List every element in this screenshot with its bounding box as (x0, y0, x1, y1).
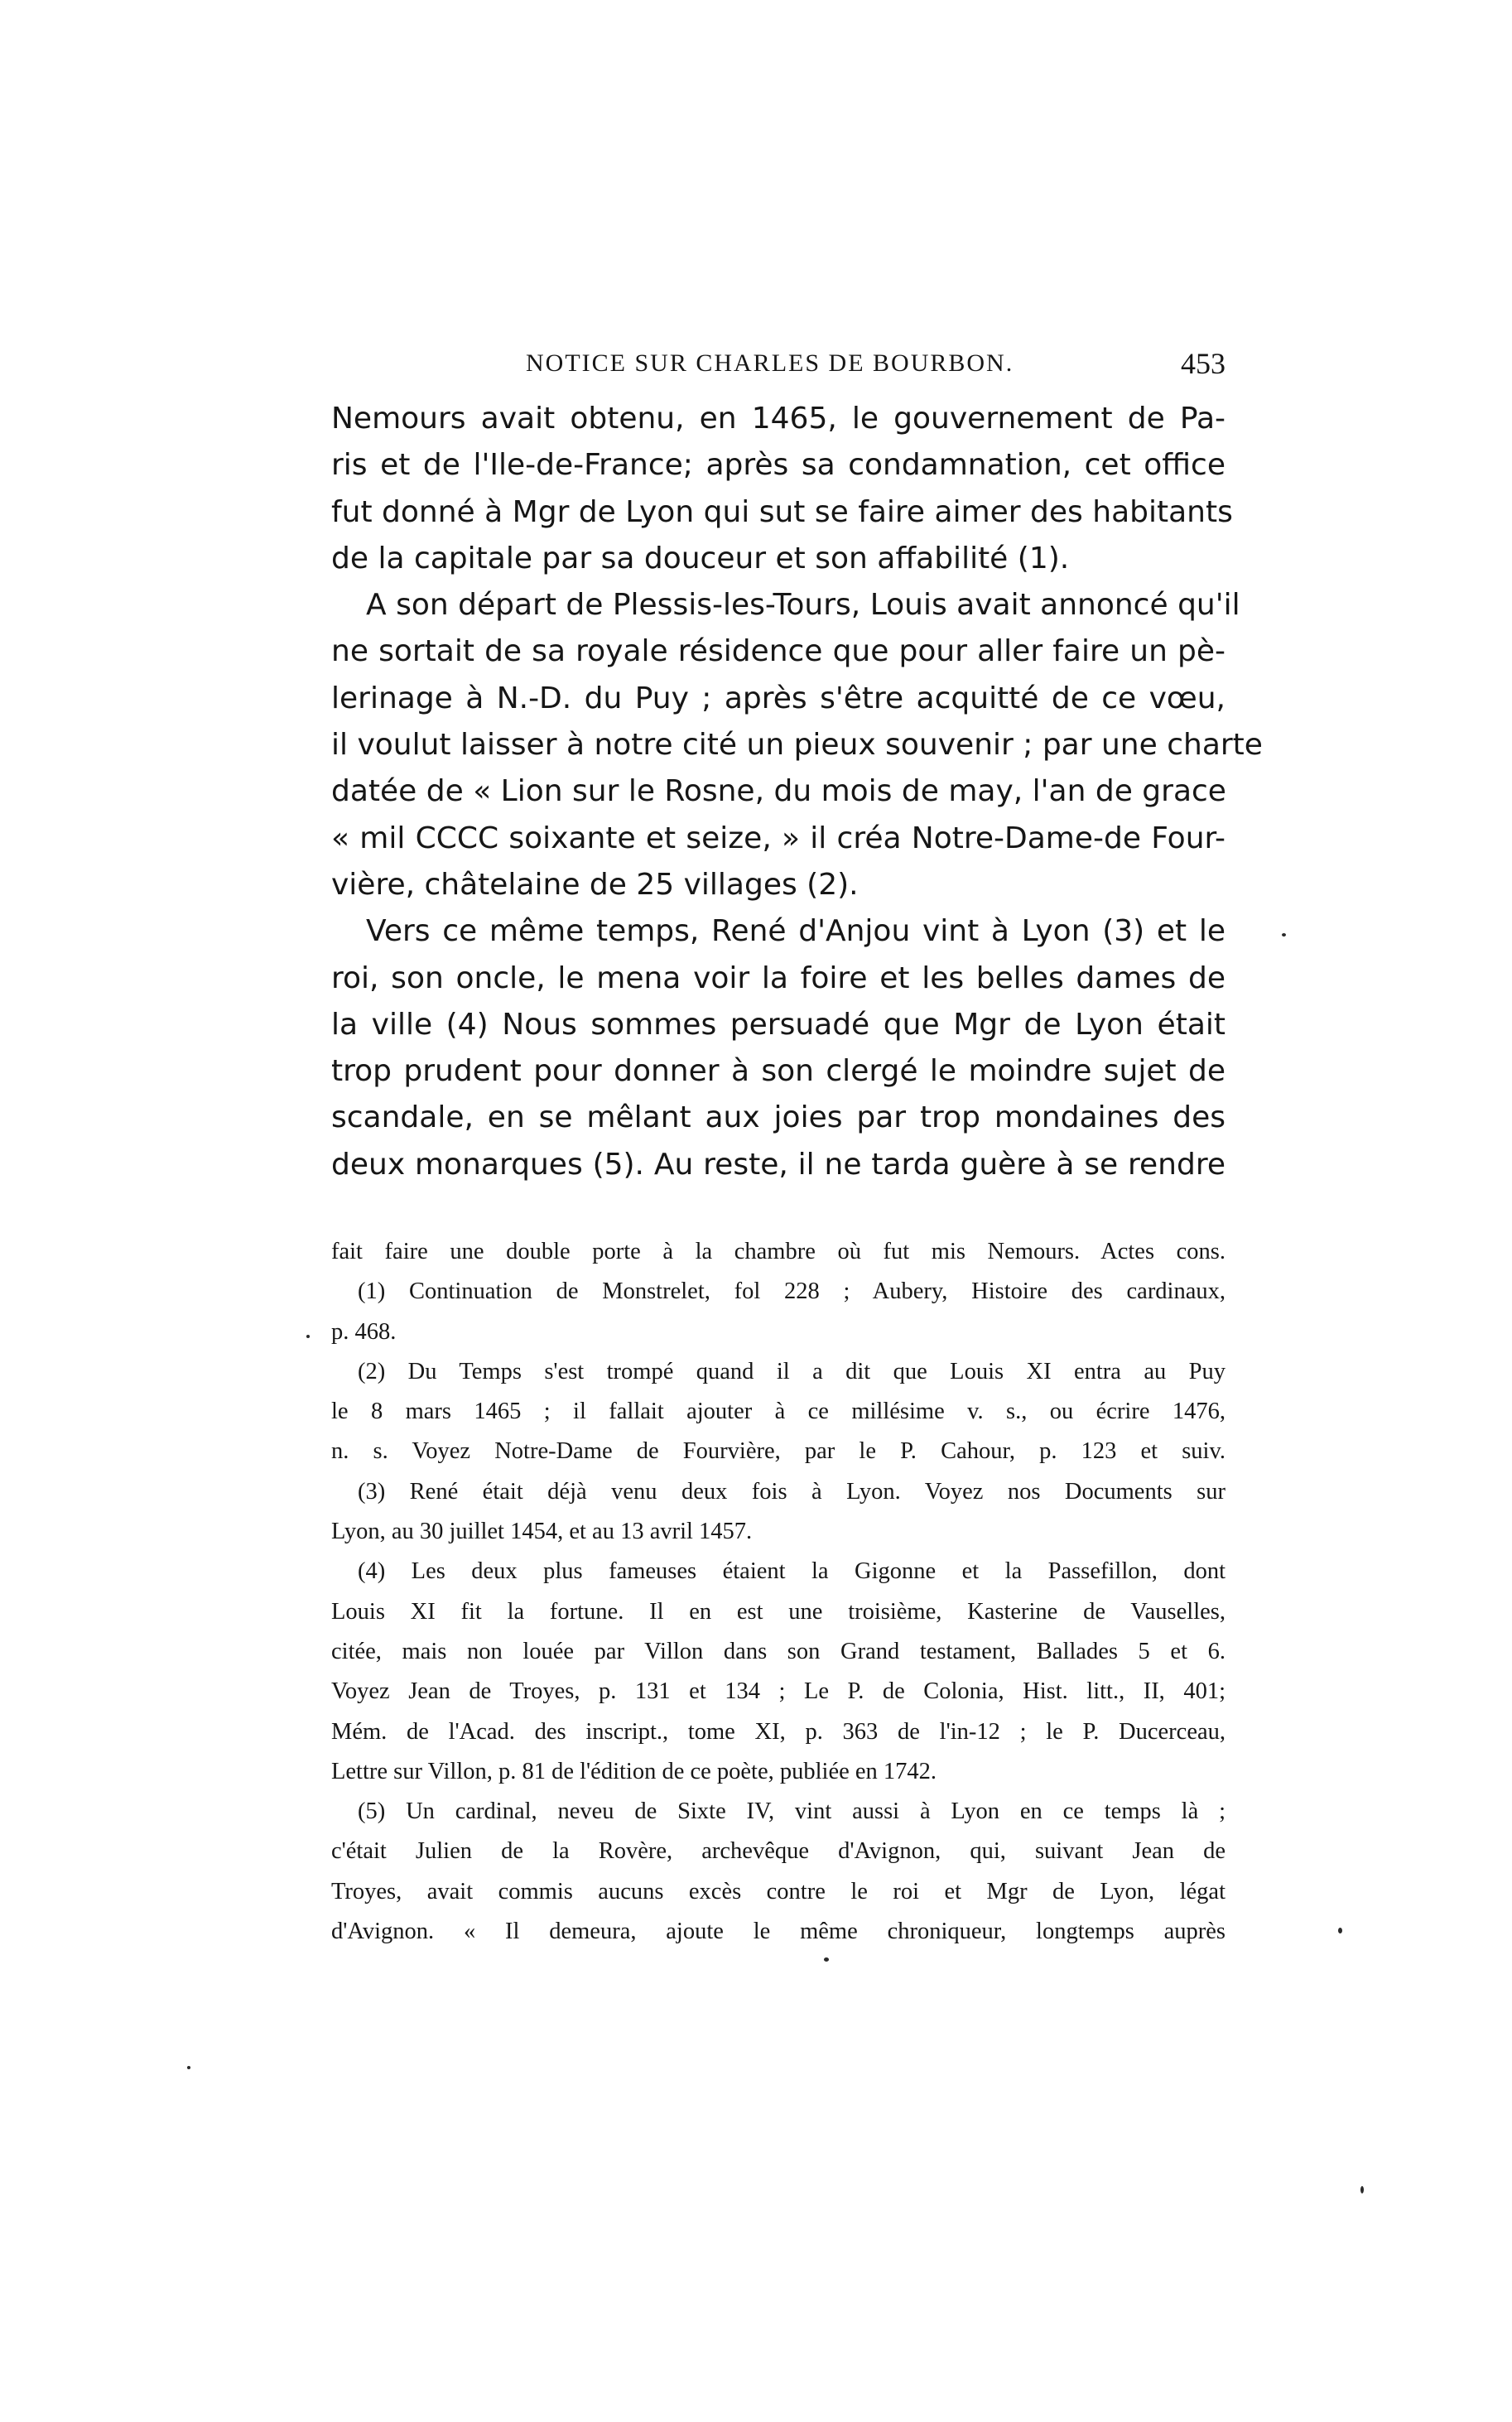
page-number: 453 (1181, 347, 1225, 380)
text-line: il voulut laisser à notre cité un pieux souvenir ; par une charte (331, 728, 1263, 763)
footnote-line: Louis XI fit la fortune. Il en est une troisième, Kasterine de Vauselles, (331, 1598, 1225, 1625)
scan-speck (187, 2066, 190, 2069)
text-line: lerinage à N.-D. du Puy ; après s'être acquitté de ce vœu, (331, 681, 1225, 715)
footnotes (331, 1232, 1225, 1952)
text-line: fut donné à Mgr de Lyon qui sut se faire aimer des habitants (331, 494, 1233, 529)
text-line: Vers ce même temps, René d'Anjou vint à Lyon (3) et le (366, 914, 1225, 949)
text-line: A son départ de Plessis-les-Tours, Louis avait annoncé qu'il (366, 588, 1240, 623)
footnote-line: (1) Continuation de Monstrelet, fol 228 ; Aubery, Histoire des cardinaux, (358, 1278, 1225, 1305)
page-header (331, 346, 1225, 388)
footnote-line: citée, mais non louée par Villon dans son Grand testament, Ballades 5 et 6. (331, 1638, 1225, 1664)
text-line: scandale, en se mêlant aux joies par trop mondaines des (331, 1100, 1225, 1135)
main-text (331, 396, 1263, 1188)
footnote-line: d'Avignon. « Il demeura, ajoute le même chroniqueur, longtemps auprès (331, 1919, 1225, 1945)
text-line: « mil CCCC soixante et seize, » il créa Notre-Dame-de Four- (331, 821, 1225, 855)
footnote-line: n. s. Voyez Notre-Dame de Fourvière, par le P. Cahour, p. 123 et suiv. (331, 1438, 1225, 1465)
text-line: trop prudent pour donner à son clergé le moindre sujet de (331, 1054, 1225, 1089)
text-line: de la capitale par sa douceur et son affabilité (1). (331, 541, 1070, 575)
scan-speck (306, 1335, 310, 1338)
scan-speck (1282, 933, 1286, 937)
footnote-line: (5) Un cardinal, neveu de Sixte IV, vint aussi à Lyon en ce temps là ; (358, 1798, 1225, 1825)
footnote-line: Mém. de l'Acad. des inscript., tome XI, p. 363 de l'in-12 ; le P. Ducerceau, (331, 1718, 1225, 1745)
text-line: la ville (4) Nous sommes persuadé que Mgr de Lyon était (331, 1007, 1225, 1042)
text-line: ne sortait de sa royale résidence que pour aller faire un pè- (331, 634, 1225, 669)
text-line: ris et de l'Ile-de-France; après sa condamnation, cet office (331, 448, 1225, 483)
scan-speck (824, 1957, 829, 1962)
footnote-line: (3) René était déjà venu deux fois à Lyon. Voyez nos Documents sur (358, 1478, 1225, 1505)
text-line: datée de « Lion sur le Rosne, du mois de may, l'an de grace (331, 774, 1226, 809)
running-title: NOTICE SUR CHARLES DE BOURBON. (526, 349, 1014, 377)
footnote-line: Lettre sur Villon, p. 81 de l'édition de ce poète, publiée en 1742. (331, 1758, 937, 1784)
footnote-line: p. 468. (331, 1318, 397, 1345)
scan-speck (1360, 2186, 1364, 2193)
scan-speck (1338, 1928, 1342, 1933)
footnote-line: Troyes, avait commis aucuns excès contre le roi et Mgr de Lyon, légat (331, 1878, 1225, 1904)
text-line: Nemours avait obtenu, en 1465, le gouvernement de Pa- (331, 402, 1225, 436)
footnote-line: le 8 mars 1465 ; il fallait ajouter à ce millésime v. s., ou écrire 1476, (331, 1399, 1225, 1425)
text-line: roi, son oncle, le mena voir la foire et les belles dames de (331, 961, 1225, 995)
footnote-line: (4) Les deux plus fameuses étaient la Gigonne et la Passefillon, dont (358, 1558, 1225, 1585)
footnote-line: Voyez Jean de Troyes, p. 131 et 134 ; Le P. de Colonia, Hist. litt., II, 401; (331, 1678, 1225, 1705)
footnote-line: (2) Du Temps s'est trompé quand il a dit que Louis XI entra au Puy (358, 1358, 1225, 1384)
text-line: deux monarques (5). Au reste, il ne tarda guère à se rendre (331, 1147, 1225, 1182)
footnote-line: c'était Julien de la Rovère, archevêque d'Avignon, qui, suivant Jean de (331, 1838, 1225, 1865)
text-line: vière, châtelaine de 25 villages (2). (331, 867, 859, 902)
footnote-line: Lyon, au 30 juillet 1454, et au 13 avril 1457. (331, 1519, 753, 1545)
footnote-line: fait faire une double porte à la chambre où fut mis Nemours. Actes cons. (331, 1239, 1225, 1264)
